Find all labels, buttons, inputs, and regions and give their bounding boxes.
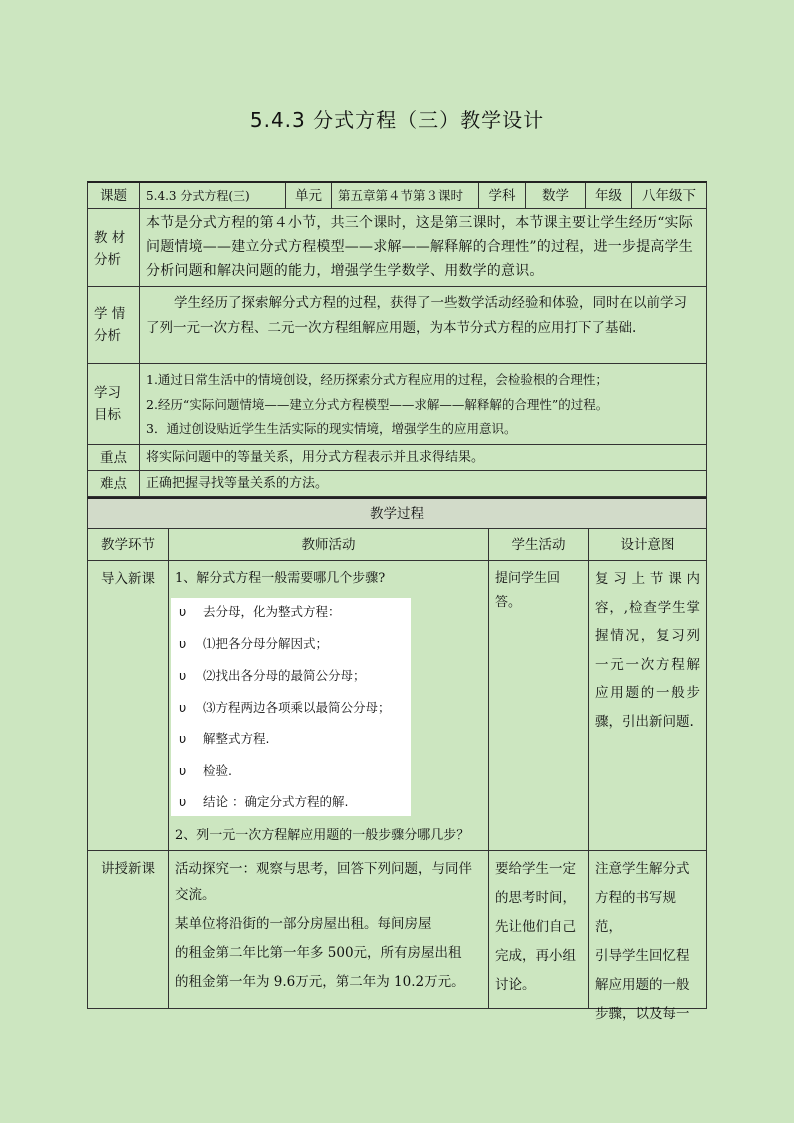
- unit-value: 第五章第４节第３课时: [332, 183, 479, 208]
- student-line: 先让他们自己: [495, 919, 576, 935]
- bullet-icon: υ: [179, 794, 187, 809]
- teach-row: [87, 851, 707, 1022]
- teach-student: [489, 851, 589, 1008]
- bullet-icon: υ: [179, 636, 187, 651]
- intent-line: 握情况，复习列: [595, 628, 700, 644]
- col-student: 学生活动: [489, 529, 589, 560]
- step-text: ⑴把各分母分解因式；: [203, 636, 329, 651]
- step-text: 结论 ：确定分式方程的解.: [203, 794, 349, 809]
- teach-teacher: [169, 851, 489, 1008]
- material-label-line2: 分析: [94, 252, 121, 268]
- intent-line: 骤，引出新问题.: [595, 713, 694, 730]
- bullet-icon: υ: [179, 668, 187, 683]
- col-teacher: 教师活动: [169, 529, 489, 560]
- step-item: [179, 634, 328, 652]
- students-label: [88, 287, 140, 363]
- intro-intent: [589, 561, 706, 850]
- students-label-line2: 分析: [94, 328, 121, 344]
- intro-student: 提问学生回答。: [489, 561, 589, 850]
- subject-label: 学科: [479, 183, 526, 208]
- intent-line: 应用题的一般步: [595, 685, 700, 701]
- intro-question-1: 1、解分式方程一般需要哪几个步骤?: [175, 571, 386, 586]
- teach-intent: [589, 851, 706, 1022]
- teach-stage: 讲授新课: [88, 851, 169, 1008]
- bullet-icon: υ: [179, 763, 187, 778]
- students-row: [87, 287, 707, 364]
- material-text: 本节是分式方程的第４小节，共三个课时，这是第三课时，本节课主要让学生经历“实际问题情境——建立分式方程模型——求解——解释解的合理性”的过程，进一步提高学生分析问题和解决问题的能力，增强学生学数学、用数学的意识。: [146, 215, 693, 279]
- difficulty-row: [87, 471, 707, 497]
- step-text: 去分母，化为整式方程：: [203, 604, 341, 619]
- student-line: 完成，再小组: [495, 948, 576, 964]
- step-item: [179, 792, 348, 810]
- goal-item: 3．通过创设贴近学生生活实际的现实情境，增强学生的应用意识。: [146, 421, 517, 436]
- key-row: [87, 445, 707, 471]
- students-label-line1: 学 情: [94, 306, 126, 322]
- step-text: ⑶方程两边各项乘以最简公分母；: [203, 700, 391, 715]
- topic-value: 5.4.3 分式方程(三): [140, 183, 286, 208]
- goals-label: [88, 364, 140, 444]
- students-text: 学生经历了探索解分式方程的过程，获得了一些数学活动经验和体验，同时在以前学习了列一元一次方程、二元一次方程组解应用题，为本节分式方程的应用打下了基础.: [146, 295, 687, 336]
- teacher-line: 某单位将沿街的一部分房屋出租。每间房屋: [175, 916, 432, 932]
- intent-line: 步骤，以及每一: [595, 1006, 690, 1022]
- grade-label: 年级: [586, 183, 632, 208]
- step-text: 检验.: [203, 763, 232, 778]
- intent-line: 容，,检查学生掌: [595, 599, 700, 616]
- step-item: [179, 729, 269, 747]
- teacher-line: 的租金第二年比第一年多 500元，所有房屋出租: [175, 945, 462, 961]
- difficulty-text: 正确把握寻找等量关系的方法。: [146, 475, 329, 491]
- header-row: [87, 181, 707, 209]
- goal-item: 1.通过日常生活中的情境创设，经历探索分式方程应用的过程，会检验根的合理性；: [146, 372, 608, 387]
- intent-line: 方程的书写规范，: [595, 890, 676, 935]
- step-item: [179, 666, 366, 684]
- intent-line: 注意学生解分式: [595, 861, 690, 877]
- intent-line: 一元一次方程解: [595, 656, 700, 673]
- material-label-line1: 教 材: [94, 230, 126, 246]
- intro-question-2: 2、列一元一次方程解应用题的一般步骤分哪几步？: [175, 828, 470, 843]
- student-line: 的思考时间，: [495, 890, 576, 906]
- material-row: [87, 209, 707, 287]
- goals-label-line1: 学习: [94, 385, 121, 401]
- intent-line: 复习上节课内: [595, 571, 700, 587]
- material-label: [88, 209, 140, 286]
- key-label: 重点: [88, 445, 140, 470]
- process-title: 教学过程: [370, 505, 424, 522]
- teacher-line: 活动探究一：观察与思考，回答下列问题，与同伴: [175, 861, 472, 877]
- intent-line: 解应用题的一般: [595, 977, 690, 993]
- page-title: 5.4.3 分式方程（三）教学设计: [249, 108, 545, 132]
- intro-stage: 导入新课: [88, 561, 169, 850]
- teacher-line: 的租金第一年为 9.6万元，第二年为 10.2万元。: [175, 974, 465, 990]
- bullet-icon: υ: [179, 604, 187, 619]
- unit-label: 单元: [286, 183, 332, 208]
- key-text: 将实际问题中的等量关系，用分式方程表示并且求得结果。: [146, 449, 485, 465]
- steps-image-box: [171, 598, 411, 816]
- student-line: 要给学生一定: [495, 861, 576, 877]
- bullet-icon: υ: [179, 731, 187, 746]
- goals-row: [87, 364, 707, 445]
- process-header-row: [87, 529, 707, 561]
- col-stage: 教学环节: [88, 529, 169, 560]
- topic-label: 课题: [88, 183, 140, 208]
- step-text: ⑵找出各分母的最简公分母；: [203, 668, 366, 683]
- step-item: [179, 698, 391, 716]
- difficulty-label: 难点: [88, 471, 140, 496]
- goals-text: [140, 364, 706, 444]
- step-text: 解整式方程.: [203, 731, 270, 746]
- process-title-row: [87, 497, 707, 529]
- student-line: 讨论。: [495, 977, 536, 993]
- grade-value: 八年级下: [642, 187, 696, 204]
- subject-value: 数学: [526, 183, 586, 208]
- step-item: [179, 761, 232, 779]
- intent-line: 引导学生回忆程: [595, 948, 690, 964]
- col-intent: 设计意图: [620, 536, 675, 553]
- goal-item: 2.经历“实际问题情境——建立分式方程模型——求解——解释解的合理性”的过程。: [146, 396, 609, 412]
- goals-label-line2: 目标: [94, 407, 121, 423]
- teacher-line: 交流。: [175, 887, 216, 903]
- bullet-icon: υ: [179, 700, 187, 715]
- step-item: [179, 602, 341, 620]
